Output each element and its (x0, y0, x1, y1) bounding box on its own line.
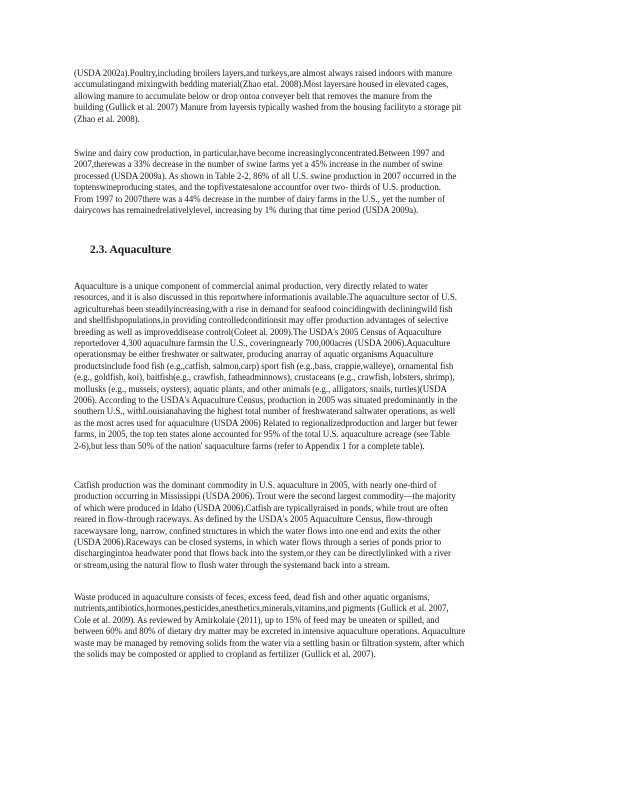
text-line: (e.g., goldfish, koi), baitfish(e.g., crawfish, fatheadminnows), crustaceans (e.g., crawfish, lobsters, shrimp), (74, 372, 455, 383)
text-line: of which were produced in Idaho (USDA 2006).Catfish are typicallyraised in ponds, while trout are often (74, 502, 448, 513)
text-line: (Zhao et al. 2008). (74, 113, 140, 124)
text-line: Waste produced in aquaculture consists of feces, excess feed, dead fish and other aquatic organisms, (74, 592, 430, 602)
text-line: or stream,using the natural flow to flush water through the systemand back into a stream. (74, 559, 390, 570)
text-line: Swine and dairy cow production, in particular,have become increasinglyconcentrated.Between 1997 and (74, 148, 445, 158)
text-line: between 60% and 80% of dietary dry matter may be excreted in intensive aquaculture operations. Aquaculture (74, 626, 466, 637)
text-line: Aquaculture is a unique component of commercial animal production, very directly related to water (74, 281, 428, 291)
text-line: nutrients,antibiotics,hormones,pesticides,anesthetics,minerals,vitamins,and pigments (Gullick et al. 2007, (74, 603, 449, 614)
text-line: accumulatingand mixingwith bedding material(Zhao etal. 2008).Most layersare housed in elevated cages, (74, 79, 449, 90)
text-line: the solids may be composted or applied to cropland as fertilizer (Gullick et al. 2007). (74, 649, 376, 660)
text-line: processed (USDA 2009a). As shown in Table 2-2, 86% of all U.S. swine production in 2007 occurred in the (74, 170, 457, 181)
paragraph-text (74, 592, 544, 660)
text-line: building (Gullick et al. 2007) Manure from layersis typically washed from the housing facilityto a storage pit (74, 102, 462, 113)
paragraph-swine-dairy (74, 148, 544, 216)
paragraph-waste (74, 592, 544, 660)
text-line: 2-6),but less than 50% of the nation' saquaculture farms (refer to Appendix 1 for a complete table). (74, 440, 425, 451)
text-line: southern U.S., withLouisianahaving the highest total number of freshwaterand saltwater operations, as well (74, 406, 456, 417)
paragraph-catfish (74, 480, 544, 571)
text-line: as the most acres used for aquaculture (USDA 2006) Related to regionalizedproduction and larger but fewer (74, 417, 458, 428)
text-line: production occurring in Mississippi (USDA 2006). Trout were the second largest commodity—the majority (74, 491, 456, 502)
text-line: racewaysare long, narrow, confined structures in which the water flows into one end and exits the other (74, 525, 441, 536)
text-line: 2006). According to the USDA's Aquaculture Census, production in 2005 was situated predominantly in the (74, 395, 458, 406)
text-line: (USDA 2002a).Poultry,including broilers layers,and turkeys,are almost always raised indoors with manure (74, 68, 453, 78)
section-heading: 2.3. Aquaculture (90, 244, 172, 256)
text-line: From 1997 to 2007there was a 44% decrease in the number of dairy farms in the U.S., yet the number of (74, 193, 445, 204)
text-line: and shellfishpopulations,in providing controlledconditionsit may offer production advantages of selective (74, 315, 449, 326)
text-line: Cole et al. 2009). As reviewed by Amirkolaie (2011), up to 15% of feed may be uneaten or spilled, and (74, 614, 440, 625)
text-line: allowing manure to accumulate below or drop ontoa conveyer belt that removes the manure from the (74, 90, 433, 101)
text-line: operationsmay be either freshwater or saltwater, producing anarray of aquatic organisms Aquaculture (74, 349, 434, 360)
text-line: toptenswineproducing states, and the topfivestatesalone accountfor over two- thirds of U.S. production. (74, 182, 441, 193)
text-line: reportedover 4,300 aquaculture farmsin the U.S., coveringnearly 700,000acres (USDA 2006).Aquaculture (74, 338, 451, 349)
paragraph-text (74, 480, 544, 571)
text-line: waste may be managed by removing solids from the water via a settling basin or filtration system, after which (74, 637, 465, 648)
text-line: breeding as well as improveddisease control(Coleet al. 2009).The USDA's 2005 Census of Aquaculture (74, 326, 442, 337)
paragraph-text (74, 281, 544, 452)
paragraph-poultry (74, 68, 544, 125)
text-line: resources, and it is also discussed in this reportwhere informationis available.The aquaculture sector of U.S. (74, 292, 457, 303)
text-line: dischargingintoa headwater pond that flows back into the system,or they can be directlylinked with a river (74, 548, 451, 559)
text-line: Catfish production was the dominant commodity in U.S. aquaculture in 2005, with nearly one-third of (74, 480, 437, 490)
text-line: dairycows has remainedrelativelylevel, increasing by 1% during that time period (USDA 2009a). (74, 205, 419, 216)
paragraph-text (74, 68, 544, 125)
text-line: productsinclude food fish (e.g.,catfish, salmon,carp) sport fish (e.g.,bass, crappie,walleye), ornamental fish (74, 360, 454, 371)
text-line: agriculturehas been steadilyincreasing,with a rise in demand for seafood coincidingwith decliningwild fish (74, 303, 453, 314)
text-line: mollusks (e.g., mussels, oysters), aquatic plants, and other animals (e.g., alligators, snails, turtles)(USDA (74, 383, 447, 394)
text-line: 2007,therewas a 33% decrease in the number of swine farms yet a 45% increase in the number of swine (74, 159, 443, 170)
paragraph-aquaculture-intro (74, 281, 544, 452)
text-line: (USDA 2006).Raceways can be closed systems, in which water flows through a series of ponds prior to (74, 537, 442, 548)
text-line: reared in flow-through raceways. As defined by the USDA's 2005 Aquaculture Census, flow-through (74, 514, 433, 525)
text-line: farms, in 2005, the top ten states alone accounted for 95% of the total U.S. aquaculture acreage (see Table (74, 429, 450, 440)
paragraph-text (74, 148, 544, 216)
